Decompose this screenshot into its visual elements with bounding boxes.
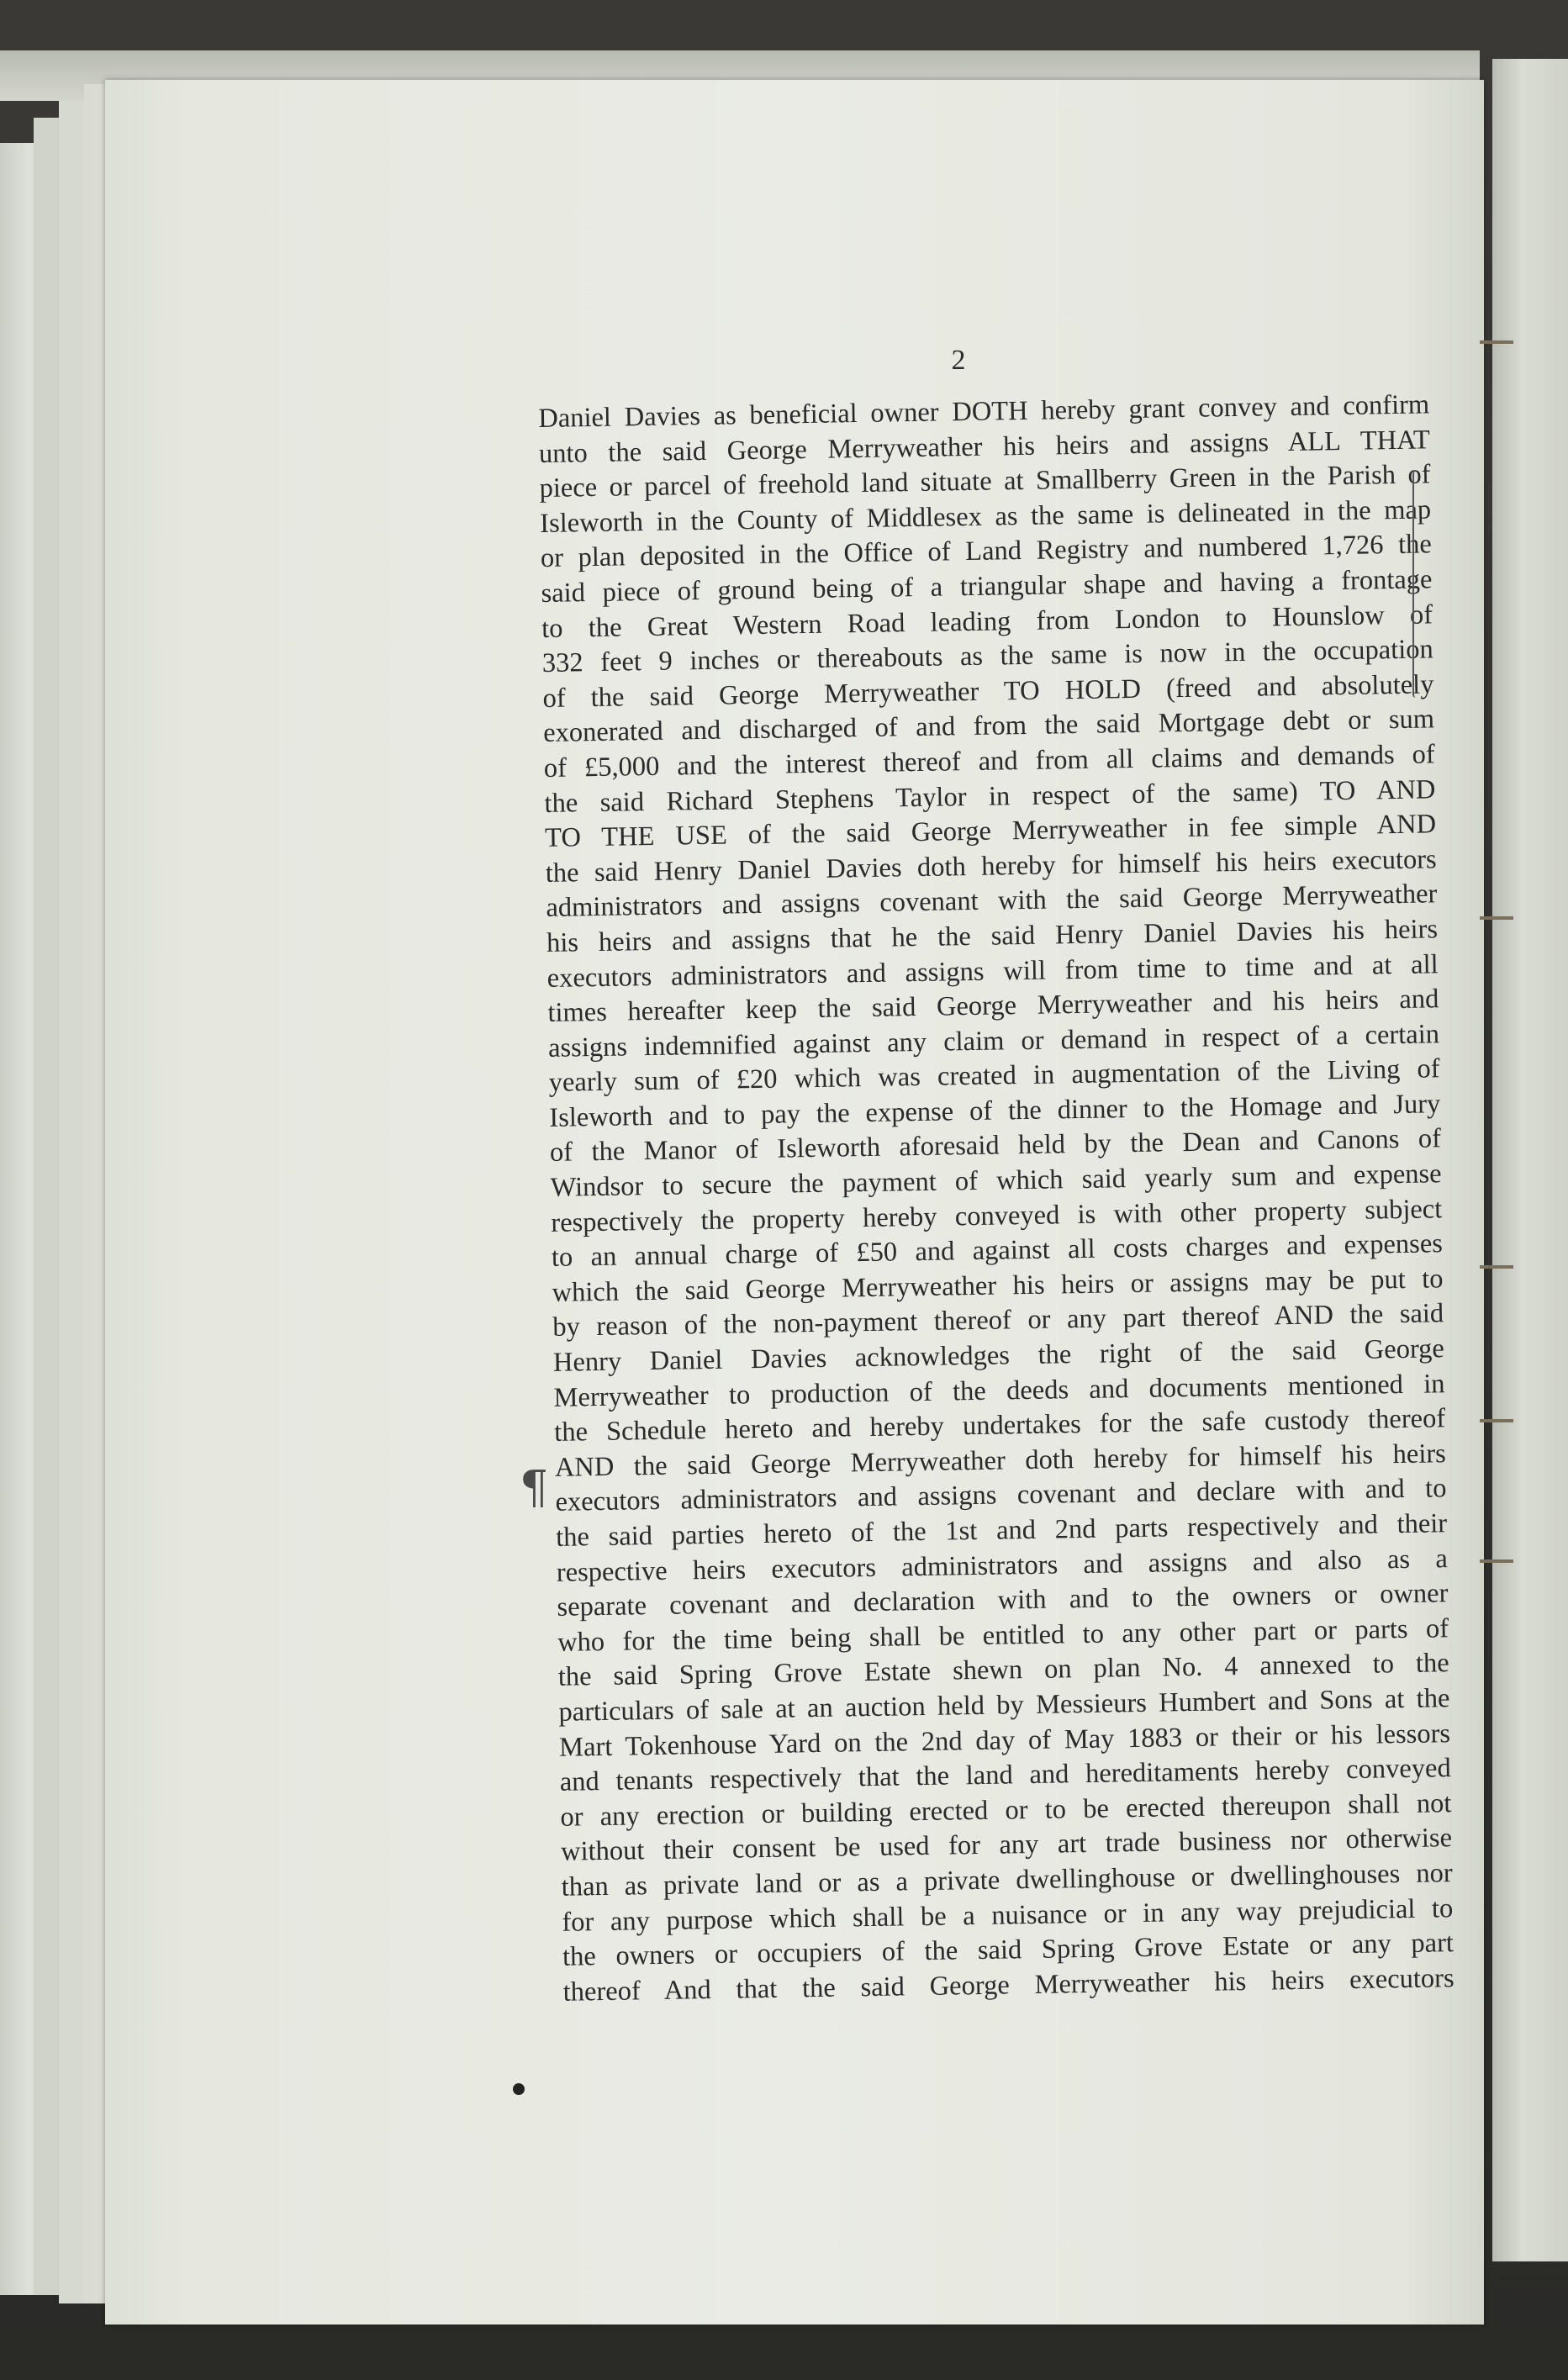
text-line: assigns indemnified against any claim or demand in respect of a certain [547,1018,1440,1063]
text-line: the said parties hereto of the 1st and 2nd parts respectively and their [555,1508,1448,1553]
deed-body-text [538,388,1454,2010]
binding-thread [1480,1265,1513,1269]
text-line: the said Richard Stephens Taylor in respect of the same) TO AND [544,773,1436,819]
text-line: by reason of the non-payment thereof or any part thereof AND the said [552,1298,1444,1343]
text-line: Henry Daniel Davies acknowledges the right of the said George [552,1333,1445,1378]
text-line: particulars of sale at an auction held by Messieurs Humbert and Sons at the [558,1683,1450,1728]
text-line: the Schedule hereto and hereby undertakes for the safe custody thereof [553,1403,1446,1449]
text-line: for any purpose which shall be a nuisance or in any way prejudicial to [562,1892,1454,1938]
text-line: the said Spring Grove Estate shewn on plan No. 4 annexed to the [557,1648,1449,1693]
text-line: respective heirs executors administrators and assigns and also as a [556,1543,1449,1588]
pencil-bracket-mark [1412,471,1421,698]
binding-thread [1480,1419,1513,1422]
text-line: Isleworth and to pay the expense of the dinner to the Homage and Jury [549,1089,1441,1133]
text-line: the said Henry Daniel Davies doth hereby for himself his heirs executors [545,844,1437,889]
text-line: Isleworth in the County of Middlesex as the same is delineated in the map [539,494,1432,539]
text-line: Mart Tokenhouse Yard on the 2nd day of May 1883 or their or his lessors [558,1718,1451,1763]
binding-thread [1480,1559,1513,1563]
text-line: and tenants respectively that the land and hereditaments hereby conveyed [559,1753,1451,1797]
text-line: unto the said George Merryweather his heirs and assigns ALL THAT [538,424,1431,469]
text-line: of the Manor of Isleworth aforesaid held by the Dean and Canons of [549,1123,1442,1169]
text-line: 332 feet 9 inches or thereabouts as the same is now in the occupation [541,634,1434,679]
text-line: Daniel Davies as beneficial owner DOTH hereby grant convey and confirm [538,389,1430,434]
binding-thread [1480,340,1513,344]
text-line: of £5,000 and the interest thereof and from all claims and demands of [543,739,1435,784]
text-line: TO THE USE of the said George Merryweather in fee simple AND [544,809,1437,854]
text-line: separate covenant and declaration with and to the owners or owner [557,1578,1449,1623]
text-line: yearly sum of £20 which was created in augmentation of the Living of [548,1053,1440,1099]
text-line: Windsor to secure the payment of which said yearly sum and expense [550,1158,1442,1203]
text-line: piece or parcel of freehold land situate at Smallberry Green in the Parish of [539,459,1431,504]
text-line: to an annual charge of £50 and against all costs charges and expenses [551,1228,1444,1274]
text-line: executors administrators and assigns covenant and declare with and to [555,1473,1447,1518]
text-line: who for the time being shall be entitled to any other part or parts of [557,1612,1449,1658]
text-line: than as private land or as a private dwellinghouse or dwellinghouses nor [561,1858,1453,1902]
text-line: exonerated and discharged of and from the said Mortgage debt or sum [542,704,1435,749]
page-number: 2 [951,345,966,376]
text-line: of the said George Merryweather TO HOLD (freed and absolutely [542,669,1434,714]
text-line: thereof And that the said George Merryweather his heirs executors [562,1962,1454,2008]
text-line: or plan deposited in the Office of Land Registry and numbered 1,726 the [540,529,1433,574]
ink-stain [513,2083,525,2095]
text-line: to the Great Western Road leading from London to Hounslow of [541,599,1433,644]
text-line: his heirs and assigns that he the said Henry Daniel Davies his heirs [546,914,1439,958]
binding-thread [1480,916,1513,920]
text-line: respectively the property hereby conveyed is with other property subject [551,1193,1443,1238]
text-line: or any erection or building erected or to be erected thereupon shall not [560,1787,1452,1833]
text-line: said piece of ground being of a triangular shape and having a frontage [541,564,1433,609]
text-line: AND the said George Merryweather doth hereby for himself his heirs [554,1438,1447,1483]
text-line: which the said George Merryweather his heirs or assigns may be put to [552,1264,1444,1308]
next-page-edge [1492,59,1568,2261]
text-line: without their consent be used for any art trade business nor otherwise [560,1823,1453,1868]
text-line: executors administrators and assigns will from time to time and at all [546,948,1439,994]
text-line: administrators and assigns covenant with the said George Merryweather [546,879,1438,924]
margin-paragraph-mark: ¶ [520,1461,549,1514]
text-line: Merryweather to production of the deeds and documents mentioned in [553,1368,1445,1413]
text-line: times hereafter keep the said George Merryweather and his heirs and [547,984,1439,1029]
text-line: the owners or occupiers of the said Spring Grove Estate or any part [562,1928,1454,1972]
